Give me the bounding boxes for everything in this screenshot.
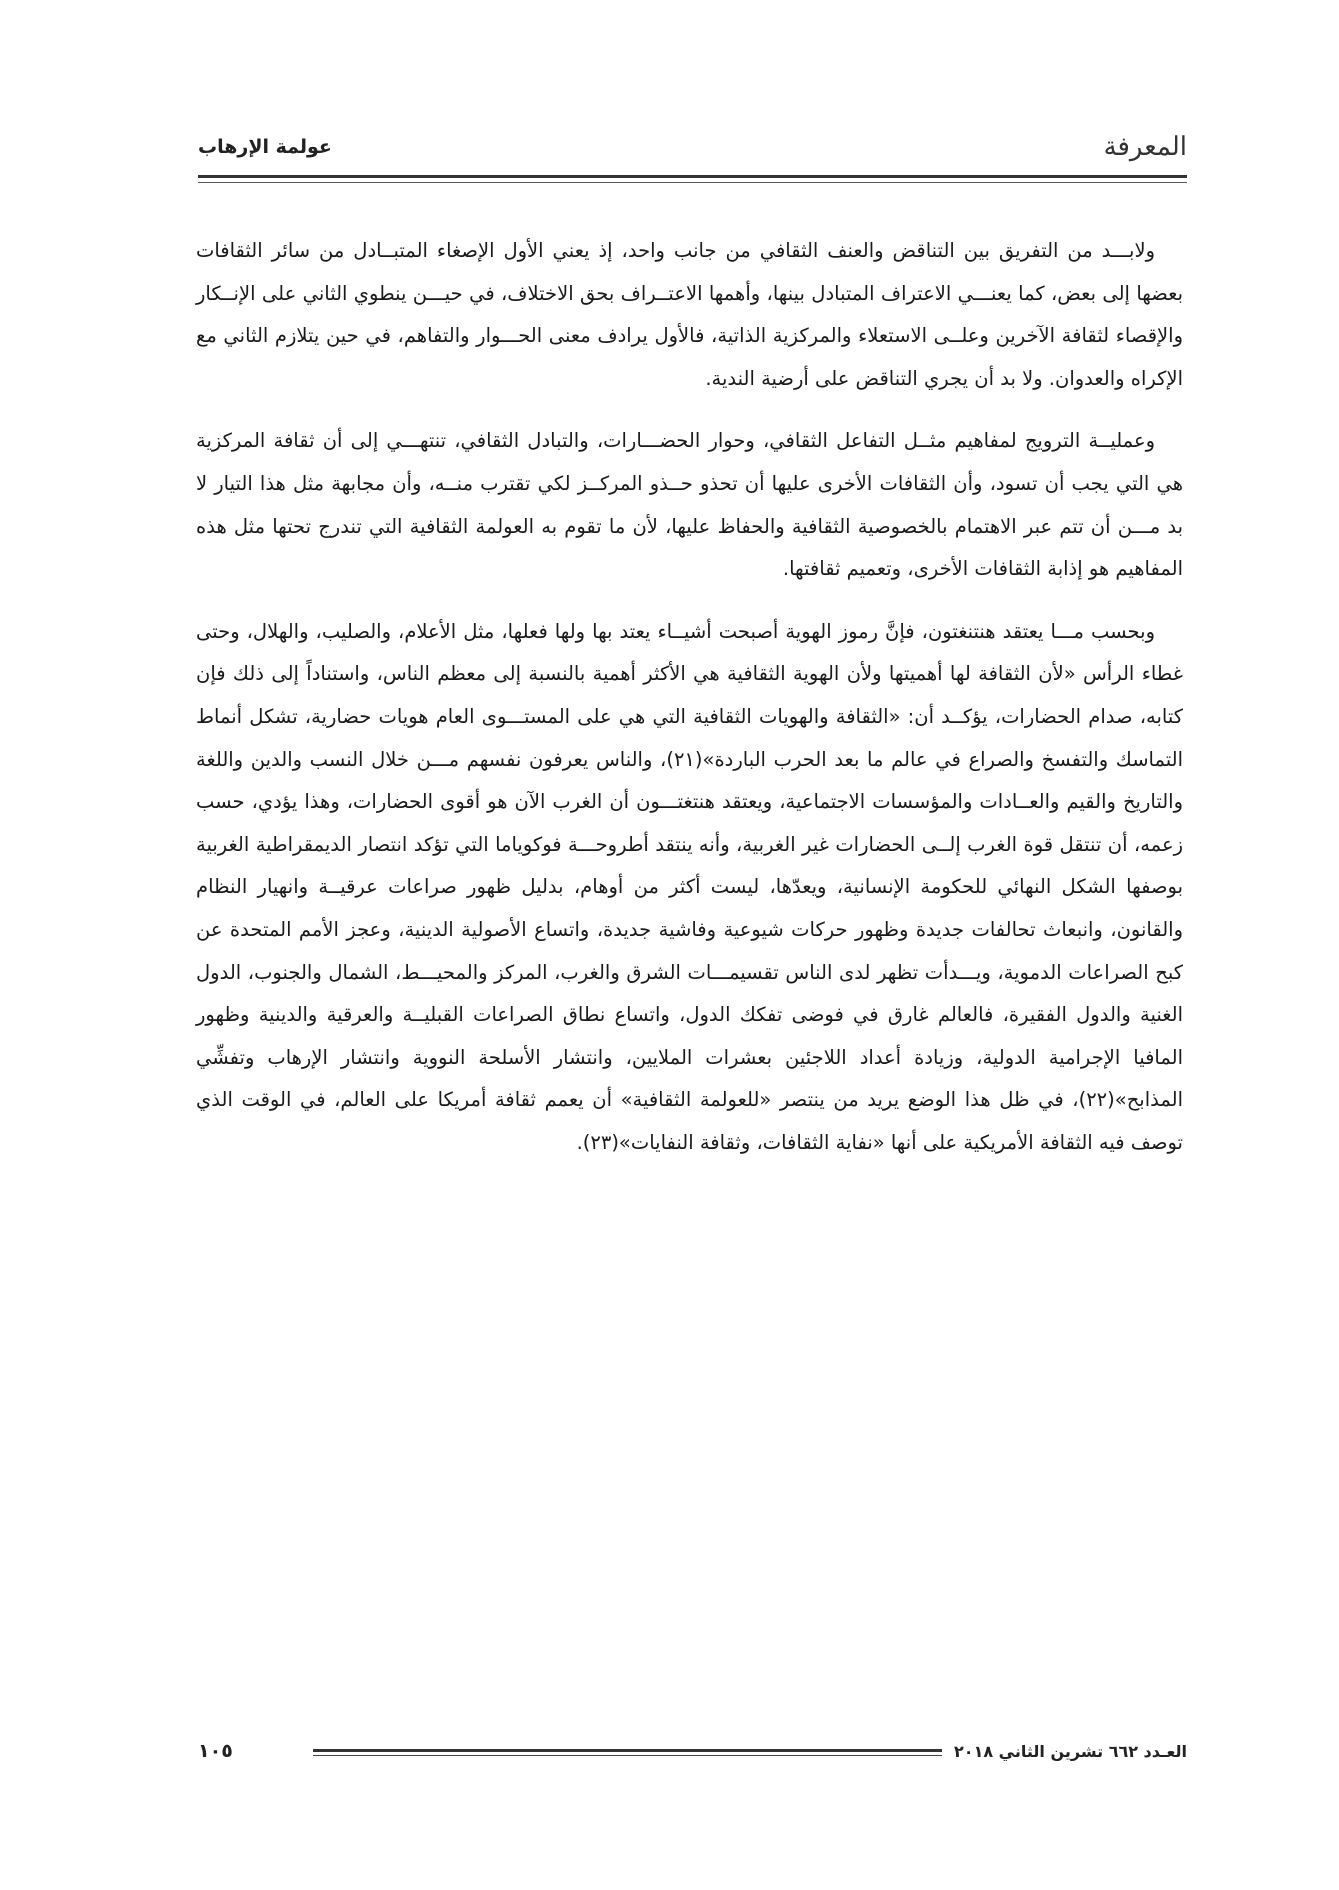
paragraph-2: وعمليــة الترويج لمفاهيم مثــل التفاعل الثقافي، وحوار الحضـــارات، والتبادل الثقافي، تنتهـــي إلى أن ثقافة المركزية هي التي يجب أن تسود، وأن الثقافات الأخرى عليها أن تحذو حــذو المركــز لكي تقترب منــه، وأن مجابهة مثل هذا التيار لا بد مـــن أن تتم عبر الاهتمام بالخصوصية الثقافية والحفاظ عليها، لأن ما تقوم به العولمة الثقافية التي تندرج تحتها مثل هذه المفاهيم هو إذابة الثقافات الأخرى، وتعميم ثقافتها. bbox=[196, 429, 1183, 581]
header-rule bbox=[198, 175, 1187, 178]
footer-rule-thick bbox=[313, 1749, 942, 1752]
header-rule-thin bbox=[198, 182, 1187, 183]
journal-logo: المعرفة bbox=[1103, 132, 1187, 162]
article-title: عولمة الإرهاب bbox=[198, 136, 332, 158]
page-footer bbox=[198, 1742, 1187, 1772]
issue-info: العـدد ٦٦٢ تشرين الثاني ٢٠١٨ bbox=[954, 1742, 1187, 1761]
article-body bbox=[196, 230, 1183, 1184]
page-header bbox=[198, 128, 1187, 178]
page-number: ١٠٥ bbox=[198, 1740, 233, 1762]
footer-rule-thin bbox=[313, 1755, 942, 1756]
paragraph-1: ولابـــد من التفريق بين التناقض والعنف الثقافي من جانب واحد، إذ يعني الأول الإصغاء المتبــادل من سائر الثقافات بعضها إلى بعض، كما يعنـــي الاعتراف المتبادل بينها، وأهمها الاعتــراف بحق الاختلاف، في حيـــن ينطوي الثاني على الإنــكار والإقصاء لثقافة الآخرين وعلــى الاستعلاء والمركزية الذاتية، فالأول يرادف معنى الحـــوار والتفاهم، في حين يتلازم الثاني مع الإكراه والعدوان. ولا بد أن يجري التناقض على أرضية الندية. bbox=[196, 239, 1183, 390]
paragraph-3: وبحسب مـــا يعتقد هنتنغتون، فإنَّ رموز الهوية أصبحت أشيــاء يعتد بها ولها فعلها، مثل الأعلام، والصليب، والهلال، وحتى غطاء الرأس «لأن الثقافة لها أهميتها ولأن الهوية الثقافية هي الأكثر أهمية بالنسبة إلى معظم الناس، واستناداً إلى ذلك فإن كتابه، صدام الحضارات، يؤكــد أن: «الثقافة والهويات الثقافية التي هي على المستـــوى العام هويات حضارية، تشكل أنماط التماسك والتفسخ والصراع في عالم ما بعد الحرب الباردة»(٢١)، والناس يعرفون نفسهم مـــن خلال النسب والدين واللغة والتاريخ والقيم والعــادات والمؤسسات الاجتماعية، ويعتقد هنتغتـــون أن الغرب الآن هو أقوى الحضارات، وهذا يؤدي، حسب زعمه، أن تنتقل قوة الغرب إلــى الحضارات غير الغربية، وأنه ينتقد أطروحـــة فوكوياما التي تؤكد انتصار الديمقراطية الغربية بوصفها الشكل النهائي للحكومة الإنسانية، ويعدّها، ليست أكثر من أوهام، بدليل ظهور صراعات عرقيــة وانهيار النظام والقانون، وانبعاث تحالفات جديدة وظهور حركات شيوعية وفاشية جديدة، واتساع الأصولية الدينية، وعجز الأمم المتحدة عن كبح الصراعات الدموية، ويـــدأت تظهر لدى الناس تقسيمـــات الشرق والغرب، المركز والمحيـــط، الشمال والجنوب، الدول الغنية والدول الفقيرة، فالعالم غارق في فوضى تفكك الدول، واتساع نطاق الصراعات القبليــة والعرقية والدينية وظهور المافيا الإجرامية الدولية، وزيادة أعداد اللاجئين بعشرات الملايين، وانتشار الأسلحة النووية وانتشار الإرهاب وتفشِّي المذابح»(٢٢)، في ظل هذا الوضع يريد من ينتصر «للعولمة الثقافية» أن يعمم ثقافة أمريكا على العالم، في الوقت الذي توصف فيه الثقافة الأمريكية على أنها «نفاية الثقافات، وثقافة النفايات»(٢٣). bbox=[196, 619, 1183, 1154]
footer-rule bbox=[313, 1749, 942, 1756]
